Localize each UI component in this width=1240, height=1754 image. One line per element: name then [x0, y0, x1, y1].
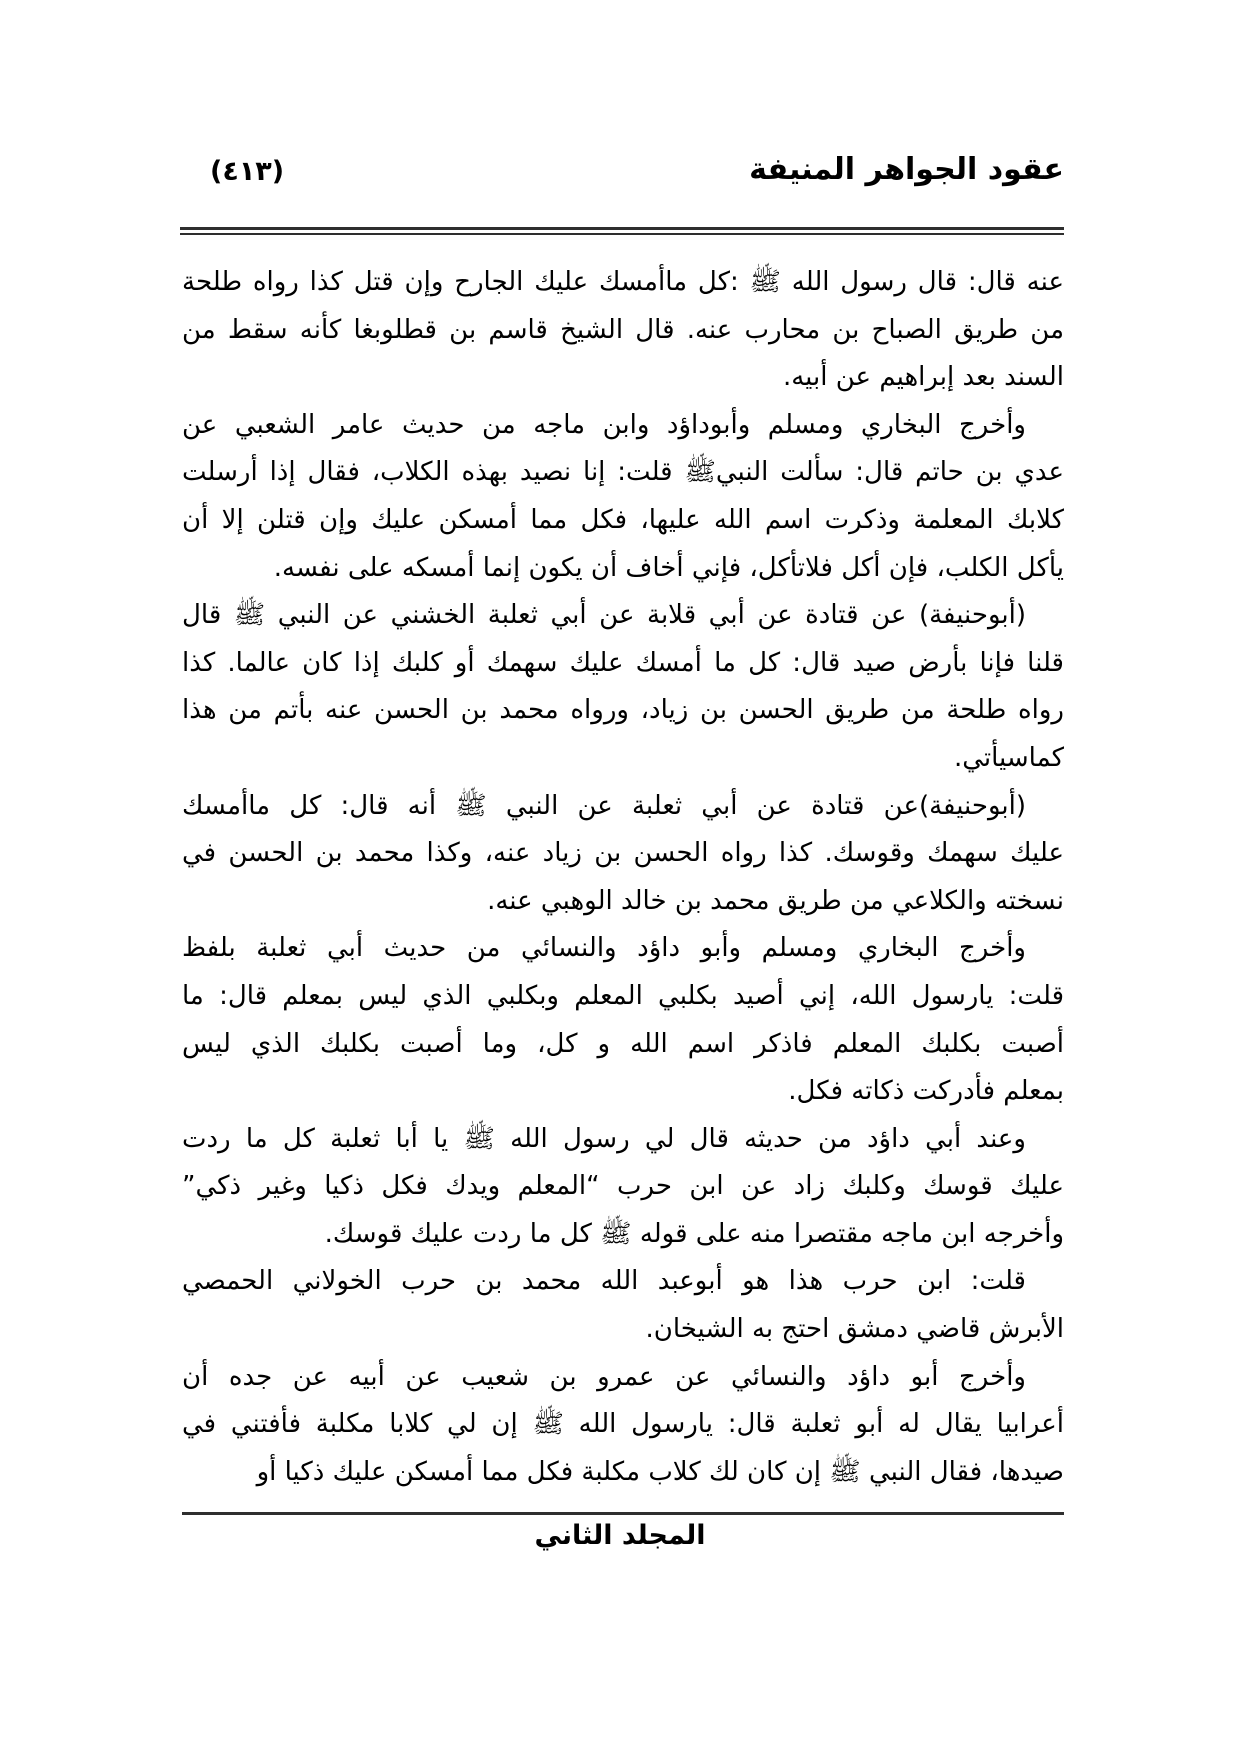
text-line: كماسيأتي. [953, 742, 1064, 773]
paragraph [182, 1258, 1064, 1353]
paragraph [182, 402, 1064, 592]
volume-label: المجلد الثاني [534, 1520, 706, 1551]
text-line: عليك قوسك وكلبك زاد عن ابن حرب “المعلم ويدك فكل ذكيا وغير ذكي” [182, 1171, 1064, 1202]
text-line: قلت: ابن حرب هذا هو أبوعبد الله محمد بن حرب الخولاني الحمصي [182, 1266, 1026, 1297]
text-line: وعند أبي داؤد من حديثه قال لي رسول الله ﷺ يا أبا ثعلبة كل ما ردت [182, 1123, 1026, 1154]
body-text [182, 259, 1064, 1496]
text-line: رواه طلحة من طريق الحسن بن زياد، ورواه محمد بن الحسن عنه بأتم من هذا [182, 695, 1064, 726]
page-header [180, 152, 1064, 187]
text-line: (أبوحنيفة)عن قتادة عن أبي ثعلبة عن النبي ﷺ أنه قال: كل ماأمسك [182, 790, 1026, 821]
header-divider-rule [180, 227, 1064, 235]
text-line: أعرابيا يقال له أبو ثعلبة قال: يارسول الله ﷺ إن لي كلابا مكلبة فأفتني في [182, 1409, 1064, 1440]
text-line: قلنا فإنا بأرض صيد قال: كل ما أمسك عليك سهمك أو كلبك إذا كان عالما. كذا [182, 647, 1064, 678]
footer-divider-rule [182, 1512, 1064, 1515]
text-line: وأخرج البخاري ومسلم وأبوداؤد وابن ماجه من حديث عامر الشعبي عن [182, 409, 1026, 440]
text-line: عنه قال: قال رسول الله ﷺ :كل ماأمسك عليك الجارح وإن قتل كذا رواه طلحة [182, 267, 1064, 297]
text-line: صيدها، فقال النبي ﷺ إن كان لك كلاب مكلبة فكل مما أمسكن عليك ذكيا أو [256, 1456, 1064, 1487]
text-line: عدي بن حاتم قال: سألت النبيﷺ قلت: إنا نصيد بهذه الكلاب، فقال إذا أرسلت [182, 457, 1064, 488]
text-line: قلت: يارسول الله، إني أصيد بكلبي المعلم وبكلبي الذي ليس بمعلم قال: ما [182, 980, 1064, 1011]
text-line: من طريق الصباح بن محارب عنه. قال الشيخ قاسم بن قطلوبغا كأنه سقط من [182, 314, 1064, 345]
text-line: الأبرش قاضي دمشق احتج به الشيخان. [645, 1314, 1064, 1345]
text-line: يأكل الكلب، فإن أكل فلاتأكل، فإني أخاف أن يكون إنما أمسكه على نفسه. [273, 552, 1064, 583]
page-number: (٤١٣) [210, 156, 285, 187]
text-line: وأخرج أبو داؤد والنسائي عن عمرو بن شعيب عن أبيه عن جده أن [182, 1361, 1026, 1392]
text-line: عليك سهمك وقوسك. كذا رواه الحسن بن زياد عنه، وكذا محمد بن الحسن في [182, 838, 1064, 869]
text-line: بمعلم فأدركت ذكاته فكل. [788, 1076, 1064, 1107]
text-line: كلابك المعلمة وذكرت اسم الله عليها، فكل مما أمسكن عليك وإن قتلن إلا أن [182, 504, 1064, 535]
paragraph [182, 1354, 1064, 1497]
paragraph [182, 783, 1064, 926]
text-line: وأخرج البخاري ومسلم وأبو داؤد والنسائي من حديث أبي ثعلبة بلفظ [182, 933, 1026, 964]
text-line: (أبوحنيفة) عن قتادة عن أبي قلابة عن أبي ثعلبة الخشني عن النبي ﷺ قال [182, 600, 1026, 631]
paragraph [182, 1116, 1064, 1259]
text-line: نسخته والكلاعي من طريق محمد بن خالد الوهبي عنه. [487, 885, 1064, 916]
paragraph [182, 259, 1064, 402]
text-line: أصبت بكلبك المعلم فاذكر اسم الله و كل، وما أصبت بكلبك الذي ليس [182, 1028, 1064, 1059]
book-title: عقود الجواهر المنيفة [749, 152, 1064, 187]
text-line: السند بعد إبراهيم عن أبيه. [782, 362, 1064, 393]
paragraph [182, 925, 1064, 1115]
text-line: وأخرجه ابن ماجه مقتصرا منه على قوله ﷺ كل ما ردت عليك قوسك. [324, 1218, 1064, 1249]
paragraph [182, 592, 1064, 782]
